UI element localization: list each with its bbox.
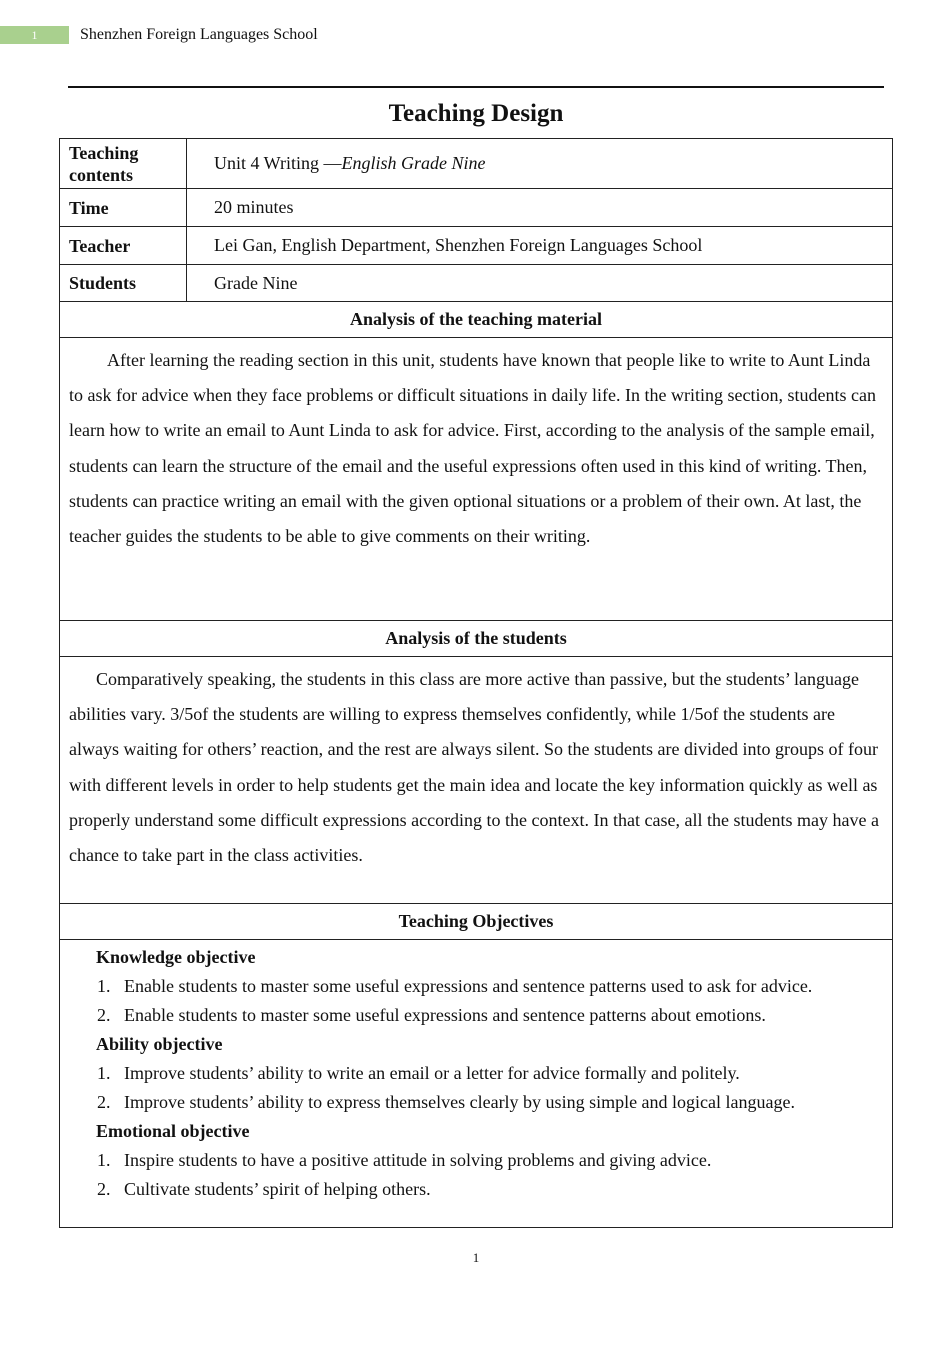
emotional-objective-title: Emotional objective — [96, 1121, 250, 1141]
teacher-label: Teacher — [60, 227, 187, 265]
row-objectives-body — [60, 940, 893, 1228]
emotional-objective-item — [60, 1175, 882, 1204]
row-teaching-contents — [60, 139, 893, 189]
item-text: Enable students to master some useful expressions and sentence patterns about emotions. — [124, 1005, 766, 1025]
students-analysis-heading: Analysis of the students — [60, 621, 893, 657]
material-cell — [60, 338, 893, 621]
contents-plain: Unit 4 Writing — — [214, 153, 342, 173]
ability-objective-item — [60, 1088, 882, 1117]
emotional-objective-item — [60, 1146, 882, 1175]
ability-objective-title: Ability objective — [96, 1034, 223, 1054]
knowledge-objective-item — [60, 1001, 882, 1030]
item-number: 1. — [97, 1063, 111, 1083]
header-school-name: Shenzhen Foreign Languages School — [80, 26, 318, 43]
page-number: 1 — [472, 1250, 480, 1265]
row-material-heading — [60, 302, 893, 338]
objectives-heading: Teaching Objectives — [60, 904, 893, 940]
teaching-contents-label: Teaching contents — [60, 139, 187, 189]
students-label: Students — [60, 265, 187, 302]
time-label: Time — [60, 189, 187, 227]
row-students-analysis-heading — [60, 621, 893, 657]
ability-objective-item — [60, 1059, 882, 1088]
objectives-cell — [60, 940, 893, 1228]
material-heading: Analysis of the teaching material — [60, 302, 893, 338]
knowledge-objective-title: Knowledge objective — [96, 947, 256, 967]
row-students-analysis-text — [60, 657, 893, 904]
material-paragraph: After learning the reading section in this unit, students have known that people like to write to Aunt Linda to ask for advice when they face problems or difficult situations in daily life. In the writing section, students can learn how to write an email to Aunt Linda to ask for advice. First, according to the analysis of the sample email, students can learn the structure of the email and the useful expressions often used in this kind of writing. Then, students can practice writing an email with the given optional situations or a problem of their own. At last, the teacher guides the students to be able to give comments on their writing. — [69, 350, 876, 547]
teacher-value: Lei Gan, English Department, Shenzhen Foreign Languages School — [187, 227, 893, 265]
time-value: 20 minutes — [187, 189, 893, 227]
contents-italic: English Grade Nine — [341, 153, 486, 173]
item-number: 1. — [97, 1150, 111, 1170]
header-page-tab: 1 — [0, 26, 69, 44]
row-objectives-heading — [60, 904, 893, 940]
item-number: 2. — [97, 1179, 111, 1199]
row-material-text — [60, 338, 893, 621]
item-number: 2. — [97, 1005, 111, 1025]
document-title: Teaching Design — [388, 100, 564, 127]
item-text: Enable students to master some useful expressions and sentence patterns used to ask for advice. — [124, 976, 813, 996]
item-number: 1. — [97, 976, 111, 996]
row-time — [60, 189, 893, 227]
teaching-design-table — [59, 138, 893, 1228]
students-value: Grade Nine — [187, 265, 893, 302]
item-text: Cultivate students’ spirit of helping others. — [124, 1179, 431, 1199]
header-rule — [68, 86, 884, 88]
students-analysis-paragraph: Comparatively speaking, the students in this class are more active than passive, but the students’ language abilities vary. 3/5of the students are willing to express themselves confidently, while 1/5of the students are always waiting for others’ reaction, and the rest are always silent. So the students are divided into groups of four with different levels in order to help students get the main idea and locate the key information quickly as well as properly understand some difficult expressions according to the context. In that case, all the students may have a chance to take part in the class activities. — [69, 669, 879, 866]
row-students — [60, 265, 893, 302]
item-text: Inspire students to have a positive attitude in solving problems and giving advice. — [124, 1150, 712, 1170]
item-text: Improve students’ ability to express themselves clearly by using simple and logical language. — [124, 1092, 796, 1112]
item-number: 2. — [97, 1092, 111, 1112]
teaching-contents-value — [187, 139, 893, 189]
knowledge-objective-item — [60, 972, 882, 1001]
item-text: Improve students’ ability to write an email or a letter for advice formally and politely. — [124, 1063, 740, 1083]
row-teacher — [60, 227, 893, 265]
students-analysis-cell — [60, 657, 893, 904]
